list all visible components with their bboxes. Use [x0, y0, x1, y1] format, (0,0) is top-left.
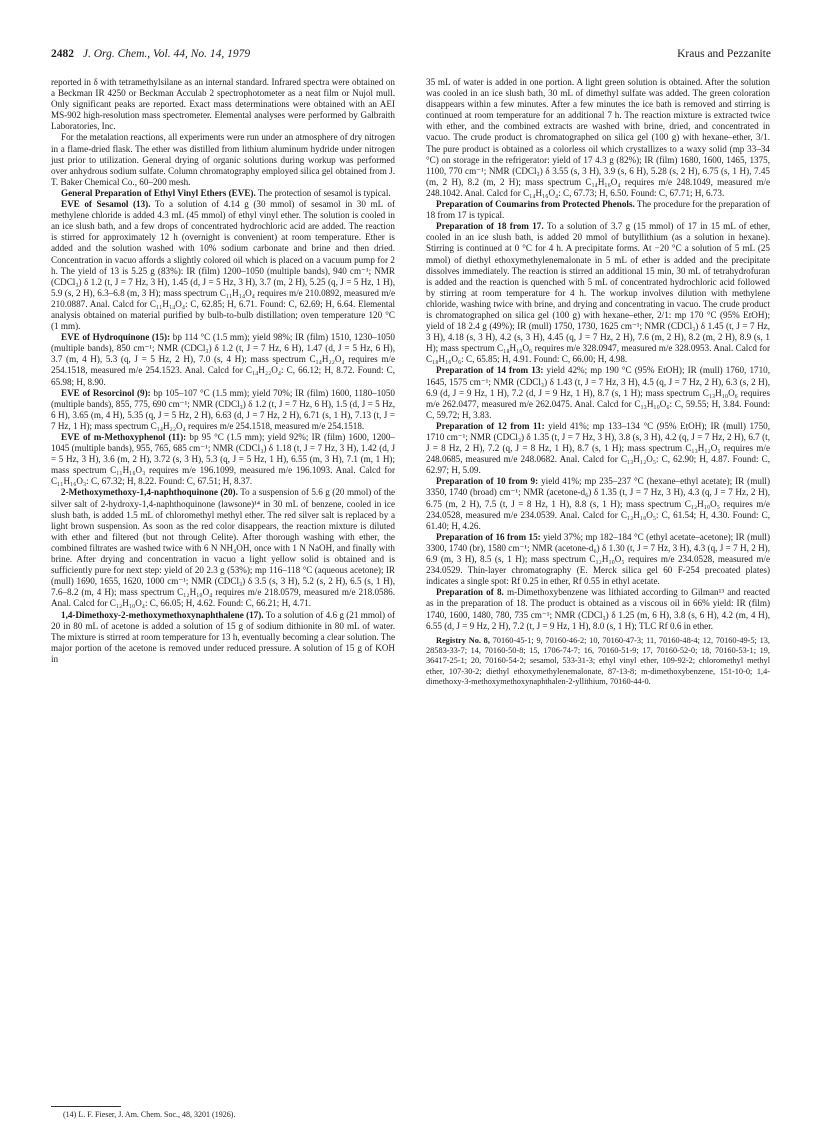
paragraph	[51, 610, 395, 665]
registry-heading: Registry No. 8,	[436, 635, 490, 645]
paragraph	[426, 587, 770, 631]
paragraph-body: bp 95 °C (1.5 mm); yield 92%; IR (film) 1600, 1200–1045 (multiple bands), 955, 765, 685 cm⁻¹; NMR (CDCl₃) δ 1.18 (t, J = 7 Hz, 3 H), 1.42 (d, J = 5 Hz, 3 H), 3.6 (m, 2 H), 3.72 (s, 3 H), 5.3 (q, J = 5 Hz, 1 H), 6.55 (m, 3 H), 7.1 (m, 1 H); mass spectrum C₁₁H₁₆O₃ requires m/e 196.1099, measured m/e 196.1093. Anal. Calcd for C₁₁H₁₆O₃: C, 67.32; H, 8.22. Found: C, 67.51; H, 8.37.	[51, 432, 395, 487]
paragraph	[51, 188, 395, 199]
paragraph-heading: EVE of Hydroquinone (15):	[61, 332, 171, 343]
paragraph-body: bp 105–107 °C (1.5 mm); yield 70%; IR (film) 1600, 1180–1050 (multiple bands), 855, 775, 690 cm⁻¹; NMR (CDCl₃) δ 1.2 (t, J = 7 Hz, 6 H), 1.5 (d, J = 5 Hz, 6 H), 3.65 (m, 4 H), 5.35 (q, J = 5 Hz, 2 H), 6.63 (d, J = 7 Hz, 2 H), 6.71 (s, 1 H), 7.13 (t, J = 7 Hz, 1 H); mass spectrum C₁₄H₂₂O₄ requires m/e 254.1518, measured m/e 254.1518.	[51, 387, 395, 431]
paragraph	[426, 532, 770, 587]
paragraph: For the metalation reactions, all experiments were run under an atmosphere of dry nitrogen in a flame-dried flask. The ether was distilled from lithium aluminum hydride under nitrogen just prior to utilization. General drying of organic solutions during workup was performed over anhydrous sodium sulfate. Column chromatography employed silica gel obtained from J. T. Baker Chemical Co., 60–200 mesh.	[51, 132, 395, 187]
paragraph	[426, 421, 770, 476]
page-number: 2482	[51, 48, 74, 60]
paragraph	[426, 199, 770, 221]
footnote: (14) L. F. Fieser, J. Am. Chem. Soc., 48, 3201 (1926).	[63, 1110, 236, 1119]
paragraph-heading: EVE of Resorcinol (9):	[61, 387, 151, 398]
paragraph-heading: General Preparation of Ethyl Vinyl Ethers (EVE).	[61, 187, 256, 198]
paragraph	[51, 487, 395, 609]
paragraph-body: To a suspension of 5.6 g (20 mmol) of the silver salt of 2-hydroxy-1,4-naphthoquinone (lawsone)¹⁴ in 30 mL of benzene, cooled in ice slush bath, is added 1.5 mL of chloromethyl methyl ether. The red silver salt is replaced by a light brown suspension. As soon as the red color disappears, the reaction mixture is diluted with ether and filtered (but not through Celite). After thorough washing with ether, the combined filtrates are washed twice with 6 N NH₄OH, once with 1 N NaOH, and finally with brine. After drying and concentration in vacuo a light yellow solid is obtained and is sufficiently pure for next step: yield of 20 2.3 g (53%); mp 116–118 °C (aqueous acetone); IR (mull) 1690, 1655, 1620, 1000 cm⁻¹; NMR (CDCl₃) δ 3.5 (s, 3 H), 5.2 (s, 2 H), 6.5 (s, 1 H), 7.6–8.2 (m, 4 H); mass spectrum C₁₂H₁₀O₄ requires m/e 218.0579, measured m/e 218.0586. Anal. Calcd for C₁₂H₁₀O₄: C, 66.05; H, 4.62. Found: C, 66.21; H, 4.71.	[51, 487, 395, 609]
paragraph	[426, 476, 770, 531]
paragraph-heading: Preparation of 16 from 15:	[436, 531, 541, 542]
registry-body: 70160-45-1; 9, 70160-46-2; 10, 70160-47-3; 11, 70160-48-4; 12, 70160-49-5; 13, 28583-33-7; 14, 70160-50-8; 15, 1706-74-7; 16, 70160-51-9; 17, 70160-52-0; 18, 70160-53-1; 19, 36417-25-1; 20, 70160-54-2; sesamol, 533-31-3; ethyl vinyl ether, 109-92-2; chloromethyl methyl ether, 107-30-2; diethyl ethoxymethylenemalonate, 87-13-8; m-dimethoxybenzene, 151-10-0; 1,4-dimethoxy-3-methoxymethoxynaphthalen-2-yllithium, 70160-44-0.	[426, 635, 770, 686]
paragraph	[426, 221, 770, 365]
paragraph-heading: Preparation of 18 from 17.	[436, 221, 544, 232]
journal-citation: J. Org. Chem., Vol. 44, No. 14, 1979	[82, 48, 251, 60]
paragraph-body: To a solution of 4.14 g (30 mmol) of sesamol in 30 mL of methylene chloride is added 4.3 mL (45 mmol) of ethyl vinyl ether. The solution is cooled in an ice slush bath, and a few drops of concentrated hydrochloric acid are added. The reaction is stirred for approximately 12 h (overnight is convenient) at room temperature. Ether is added and the solution washed with 10% sodium carbonate and brine and then dried. Concentration in vacuo affords a slightly colored oil which is placed on a vacuum pump for 2 h. The yield of 13 is 5.25 g (83%): IR (film) 1200–1050 (multiple bands), 940 cm⁻¹; NMR (CDCl₃) δ 1.2 (t, J = 7 Hz, 3 H), 1.45 (d, J = 5 Hz, 3 H), 3.7 (m, 2 H), 5.25 (q, J = 5 Hz, 1 H), 5.9 (s, 2 H), 6.3–6.8 (m, 3 H); mass spectrum C₁₁H₁₄O₄ requires m/e 210.0892, measured m/e 210.0887. Anal. Calcd for C₁₁H₁₄O₄: C, 62.85; H, 6.71. Found: C, 62.69; H, 6.64. Elemental analysis obtained on material purified by bulb-to-bulb distillation; oven temperature 120 °C (1 mm).	[51, 199, 395, 332]
page-header	[51, 48, 771, 64]
paragraph	[426, 365, 770, 420]
right-column	[426, 77, 770, 687]
paragraph-body: m-Dimethoxybenzene was lithiated according to Gilman¹³ and reacted as in the preparation of 18. The product is obtained as a viscous oil in 66% yield: IR (film) 1740, 1600, 1480, 780, 735 cm⁻¹; NMR (CDCl₃) δ 1.25 (m, 6 H), 3.8 (s, 6 H), 4.2 (m, 4 H), 6.55 (d, J = 9 Hz, 2 H), 7.2 (t, J = 9 Hz, 1 H), 8.0 (s, 1 H); TLC Rf 0.6 in ether.	[426, 587, 770, 631]
paragraph	[51, 199, 395, 332]
paragraph-heading: Preparation of 8.	[436, 587, 504, 598]
running-head-authors: Kraus and Pezzanite	[677, 48, 771, 60]
paragraph-heading: EVE of m-Methoxyphenol (11):	[61, 432, 187, 442]
paragraph-body: yield 37%; mp 182–184 °C (ethyl acetate–acetone); IR (mull) 3300, 1740 (br), 1580 cm⁻¹; NMR (acetone-d₆) δ 1.30 (t, J = 7 Hz, 3 H), 4.3 (q, J = 7 H, 2 H), 6.9 (m, 3 H), 8.5 (s, 1 H); mass spectrum C₁₂H₁₀O₅ requires m/e 234.0528, measured m/e 234.0529. Thin-layer chromatography (E. Merck silica gel 60 F-254 precoated plates) indicates a single spot: Rf 0.25 in ether, Rf 0.55 in ethyl acetate.	[426, 531, 770, 587]
paragraph-body: The protection of sesamol is typical.	[255, 187, 391, 198]
paragraph	[51, 432, 395, 487]
paragraph	[51, 332, 395, 387]
paragraph-body: To a solution of 4.6 g (21 mmol) of 20 in 80 mL of acetone is added a solution of 15 g of sodium dithionite in 80 mL of water. The mixture is stirred at room temperature for 13 h, eventually becoming a clear solution. The major portion of the acetone is removed under reduced pressure. A solution of 15 g of KOH in	[51, 609, 395, 664]
registry-numbers	[426, 636, 770, 687]
paragraph-body: The procedure for the preparation of 18 from 17 is typical.	[426, 199, 770, 221]
paragraph-body: To a solution of 3.7 g (15 mmol) of 17 in 15 mL of ether, cooled in an ice slush bath, is added 20 mmol of butyllithium (as a solution in hexane). Stirring is continued at 0 °C for 4 h. A precipitate forms. At −20 °C a solution of 5 mL (25 mmol) of diethyl ethoxymethylenemalonate in 5 mL of ether is added and the precipitate dissolves immediately. The reaction is stirred an additional 15 min, 30 mL of tetrahydrofuran is added and the reaction is quenched with 5 mL of concentrated hydrochloric acid followed by stirring at room temperature for 4 h. The workup involves dilution with methylene chloride, washing twice with brine, and drying and concentrating in vacuo. The crude product is chromatographed on silica gel (100 g) with hexane–ether, 2/1: mp 170 °C (95% EtOH); yield of 18 2.4 g (49%); IR (mull) 1750, 1730, 1625 cm⁻¹; NMR (CDCl₃) δ 1.45 (t, J = 7 Hz, 3 H), 4.18 (s, 3 H), 4.2 (s, 3 H), 4.45 (q, J = 7 Hz, 2 H), 7.6 (m, 2 H), 8.2 (m, 2 H), 8.9 (s, 1 H); mass spectrum C₁₈H₁₆O₆ requires m/e 328.0947, measured m/e 328.0953. Anal. Calcd for C₁₈H₁₆O₆: C, 65.85; H, 4.91. Found: C, 66.00; H, 4.98.	[426, 221, 770, 365]
paragraph-heading: EVE of Sesamol (13).	[61, 199, 151, 210]
left-column	[51, 77, 395, 665]
paragraph-body: yield 42%; mp 190 °C (95% EtOH); IR (mull) 1760, 1710, 1645, 1575 cm⁻¹; NMR (CDCl₃) δ 1.43 (t, J = 7 Hz, 3 H), 4.5 (q, J = 7 Hz, 2 H), 6.3 (s, 2 H), 6.9 (d, J = 9 Hz, 1 H), 7.2 (d, J = 9 Hz, 1 H), 8.7 (s, 1 H); mass spectrum C₁₃H₁₀O₆ requires m/e 262.0477, measured m/e 262.0475. Anal. Calcd for C₁₃H₁₀O₆: C, 59.55; H, 3.84. Found: C, 59.72; H, 3.83.	[426, 365, 770, 420]
paragraph: 35 mL of water is added in one portion. A light green solution is obtained. After the solution was cooled in an ice slush bath, 30 mL of dimethyl sulfate was added. The green coloration disappears within a few minutes. After a few minutes the ice bath is removed and stirring is continued at room temperature for an additional 7 h. The reaction mixture is extracted twice with ether, and the combined extracts are washed with brine, dried, and concentrated in vacuo. The crude product is chromatographed on silica gel (100 g) with hexane–ether, 3/1. The pure product is obtained as a colorless oil which crystallizes to a waxy solid (mp 33–34 °C) on storage in the refrigerator: yield of 17 4.3 g (82%); IR (film) 1680, 1600, 1465, 1375, 1100, 770 cm⁻¹; NMR (CDCl₃) δ 3.55 (s, 3 H), 3.9 (s, 6 H), 5.28 (s, 2 H), 6.75 (s, 1 H), 7.45 (m, 2 H), 8.2 (m, 2 H); mass spectrum C₁₄H₁₆O₄ requires m/e 248.1049, measured m/e 248.1042. Anal. Calcd for C₁₄H₁₆O₄: C, 67.73; H, 6.50. Found: C, 67.71; H, 6.73.	[426, 77, 770, 198]
paragraph-body: yield 41%; mp 133–134 °C (95% EtOH); IR (mull) 1750, 1710 cm⁻¹; NMR (CDCl₃) δ 1.35 (t, J = 7 Hz, 3 H), 3.8 (s, 3 H), 4.2 (q, J = 7 Hz, 2 H), 6.7 (t, J = 8 Hz, 2 H), 7.2 (q, J = 8 Hz, 1 H), 8.7 (s, 1 H); mass spectrum C₁₃H₁₂O₅ requires m/e 248.0685, measured m/e 248.0682. Anal. Calcd for C₁₃H₁₂O₅: C, 62.90; H, 4.87. Found: C, 62.97; H, 5.09.	[426, 420, 770, 476]
paragraph-body: bp 114 °C (1.5 mm); yield 98%; IR (film) 1510, 1230–1050 (multiple bands), 850 cm⁻¹; NMR (CDCl₃) δ 1.2 (t, J = 7 Hz, 6 H), 1.47 (d, J = 5 Hz, 6 H), 3.7 (m, 4 H), 5.3 (q, J = 5 Hz, 2 H), 7.0 (s, 4 H); mass spectrum C₁₄H₂₂O₄ requires m/e 254.1518, measured m/e 254.1523. Anal. Calcd for C₁₄H₂₂O₄: C, 66.12; H, 8.72. Found: C, 65.98; H, 8.90.	[51, 332, 395, 387]
header-left	[51, 48, 250, 60]
paragraph-heading: 1,4-Dimethoxy-2-methoxymethoxynaphthalene (17).	[61, 609, 264, 620]
paragraph-heading: Preparation of 14 from 13:	[436, 365, 544, 376]
paragraph-heading: Preparation of 12 from 11:	[436, 420, 545, 431]
footnote-rule	[51, 1106, 121, 1107]
paragraph: reported in δ with tetramethylsilane as an internal standard. Infrared spectra were obtained on a Beckman IR 4250 or Beckman Acculab 2 spectrophotometer as a neat film or Nujol mull. Only significant peaks are reported. Exact mass determinations were obtained with an AEI MS-902 high-resolution mass spectrometer. Elemental analyses were performed by Galbraith Laboratories, Inc.	[51, 77, 395, 132]
paragraph	[51, 388, 395, 432]
paragraph-heading: 2-Methoxymethoxy-1,4-naphthoquinone (20).	[61, 487, 238, 498]
paragraph-heading: Preparation of Coumarins from Protected Phenols.	[436, 199, 635, 210]
paragraph-body: yield 41%; mp 235–237 °C (hexane–ethyl acetate); IR (mull) 3350, 1740 (broad) cm⁻¹; NMR (acetone-d₆) δ 1.35 (t, J = 7 Hz, 3 H), 4.3 (q, J = 7 Hz, 2 H), 6.75 (m, 2 H), 7.5 (t, J = 8 Hz, 1 H), 8.8 (s, 1 H); mass spectrum C₁₂H₁₀O₅ requires m/e 234.0528, measured m/e 234.0539. Anal. Calcd for C₁₂H₁₀O₅: C, 61.54; H, 4.30. Found: C, 61.40; H, 4.26.	[426, 476, 770, 531]
paragraph-heading: Preparation of 10 from 9:	[436, 476, 539, 487]
